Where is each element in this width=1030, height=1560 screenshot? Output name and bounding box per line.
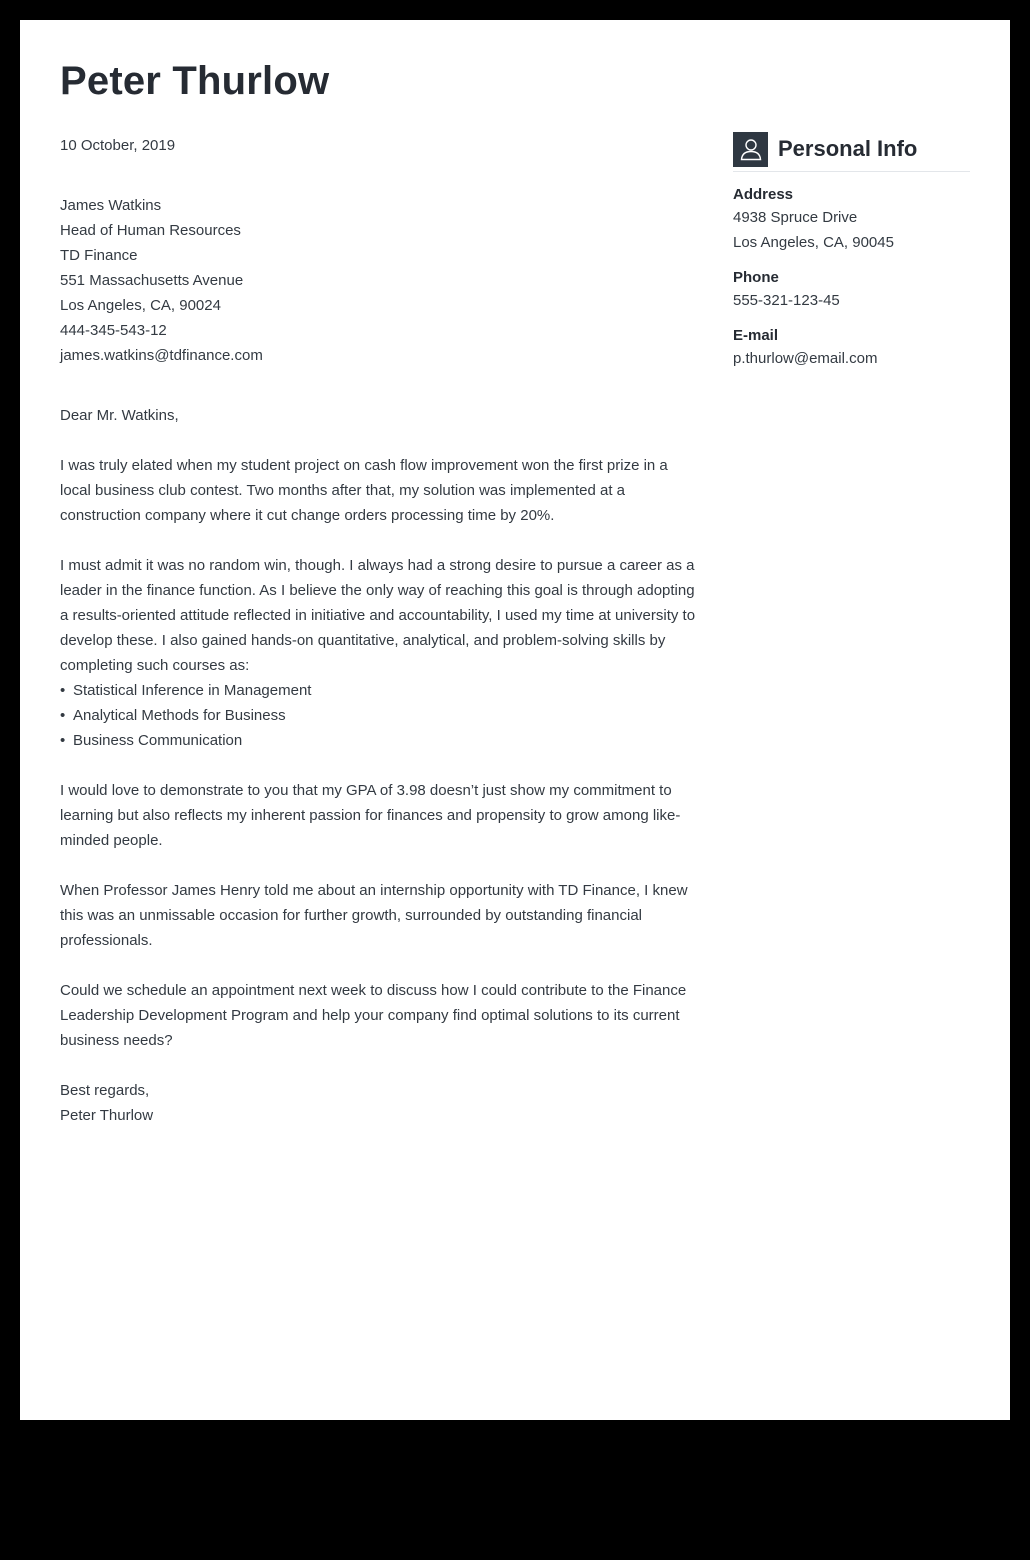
signature-name: Peter Thurlow xyxy=(60,1107,154,1124)
list-item: • Business Communication xyxy=(60,728,700,753)
recipient-title: Head of Human Resources xyxy=(60,222,241,239)
letter-date: 10 October, 2019 xyxy=(60,137,176,154)
personal-info-header xyxy=(733,131,970,172)
applicant-name: Peter Thurlow xyxy=(60,59,330,103)
course-list xyxy=(60,678,700,753)
closing-block xyxy=(60,1078,700,1128)
recipient-name: James Watkins xyxy=(60,197,162,214)
closing-phrase: Best regards, xyxy=(60,1082,150,1099)
recipient-email: james.watkins@tdfinance.com xyxy=(60,347,263,364)
recipient-street: 551 Massachusetts Avenue xyxy=(60,272,244,289)
phone-value: 555-321-123-45 xyxy=(733,292,840,309)
email-label: E-mail xyxy=(733,327,779,344)
recipient-block xyxy=(60,193,700,368)
address-block xyxy=(733,185,970,255)
email-block xyxy=(733,326,970,371)
phone-block xyxy=(733,268,970,313)
address-label: Address xyxy=(733,186,794,203)
recipient-city: Los Angeles, CA, 90024 xyxy=(60,297,221,314)
list-item: • Analytical Methods for Business xyxy=(60,703,700,728)
email-value: p.thurlow@email.com xyxy=(733,350,878,367)
personal-info-title: Personal Info xyxy=(778,136,918,161)
list-item: • Statistical Inference in Management xyxy=(60,678,700,703)
paragraph-internship: When Professor James Henry told me about an internship opportunity with TD Finance, I knew this was an unmissable occasion for further growth, surrounded by outstanding financial professionals. xyxy=(60,882,688,949)
letter-body xyxy=(60,133,700,1128)
paragraph-motivation: I must admit it was no random win, though. I always had a strong desire to pursue a career as a leader in the finance function. As I believe the only way of reaching this goal is through adopting a results-oriented attitude reflected in initiative and accountability, I used my time at university to develop these. I also gained hands-on quantitative, analytical, and problem-solving skills by completing such courses as: xyxy=(60,557,696,674)
recipient-company: TD Finance xyxy=(60,247,138,264)
cover-letter-page xyxy=(20,20,1010,1420)
recipient-phone: 444-345-543-12 xyxy=(60,322,167,339)
paragraph-intro: I was truly elated when my student project on cash flow improvement won the first prize in a local business club contest. Two months after that, my solution was implemented at a construction company where it cut change orders processing time by 20%. xyxy=(60,457,668,524)
phone-label: Phone xyxy=(733,269,779,286)
address-line-2: Los Angeles, CA, 90045 xyxy=(733,234,894,251)
address-line-1: 4938 Spruce Drive xyxy=(733,209,858,226)
salutation: Dear Mr. Watkins, xyxy=(60,407,179,424)
personal-info-section xyxy=(733,131,970,371)
paragraph-gpa: I would love to demonstrate to you that my GPA of 3.98 doesn’t just show my commitment to learning but also reflects my inherent passion for finances and propensity to grow among like-minded people. xyxy=(60,782,681,849)
paragraph-call-to-action: Could we schedule an appointment next week to discuss how I could contribute to the Finance Leadership Development Program and help your company find optimal solutions to its current business needs? xyxy=(60,982,687,1049)
person-icon xyxy=(733,132,768,167)
